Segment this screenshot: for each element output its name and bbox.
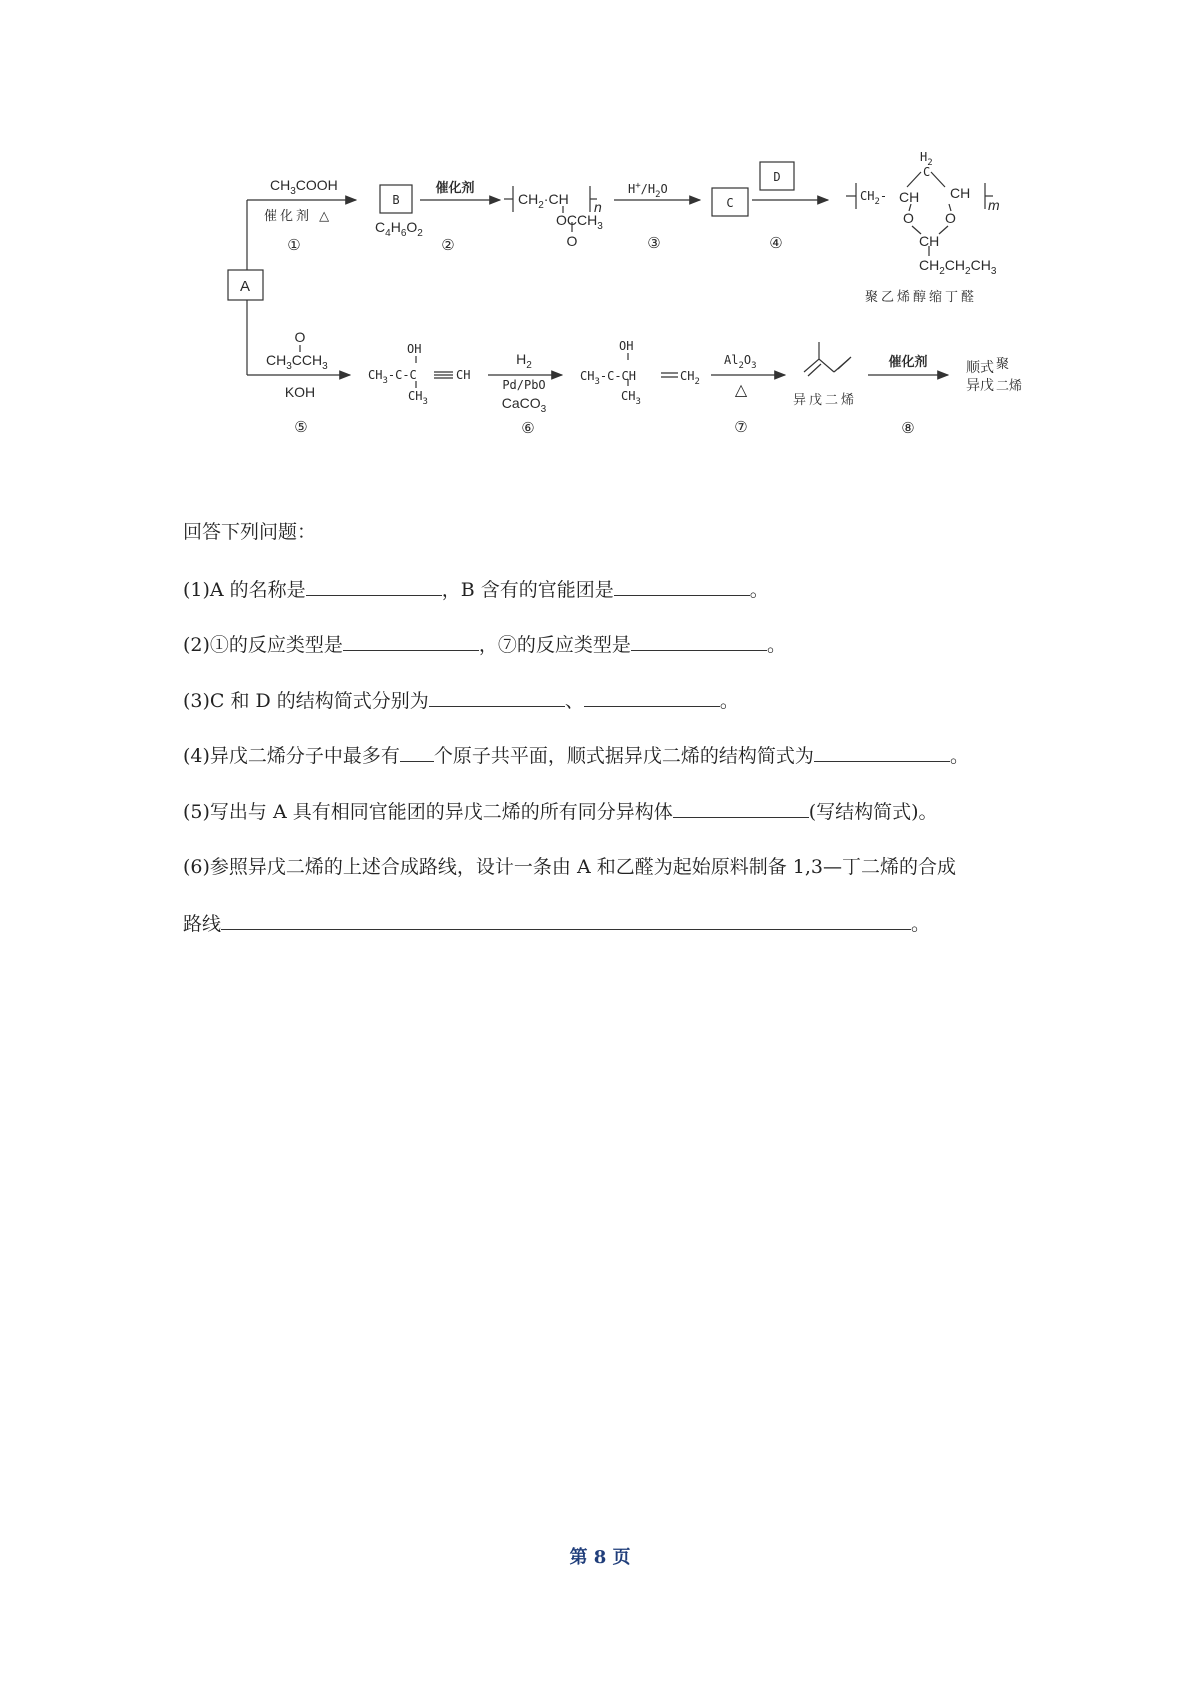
svg-text:O: O	[566, 233, 578, 249]
question-1	[183, 577, 769, 602]
step-label-3: ③	[647, 234, 661, 252]
q3-part-b: 、	[564, 690, 584, 712]
svg-text:CH3CCH3: $CH_3CCH_3$	[266, 352, 328, 372]
q4-part-a: (4)异戊二烯分子中最多有	[183, 745, 400, 767]
q3-end: 。	[719, 690, 739, 712]
q5-part-b: (写结构简式)。	[808, 801, 938, 823]
svg-text:二烯: 二烯	[996, 379, 1023, 394]
polymer-2-name: 聚乙烯醇缩丁醛	[865, 290, 978, 305]
svg-text:聚: 聚	[996, 357, 1010, 372]
svg-text:CaCO3: CaCO$_3$	[501, 395, 547, 415]
q2-end: 。	[766, 634, 786, 656]
page-number: 第 8 页	[569, 1547, 631, 1568]
reagent-6-mid: Pd/PbO	[502, 378, 546, 392]
svg-text:H2: $H_2$	[920, 150, 933, 168]
step-label-2: ②	[441, 236, 455, 254]
step-label-7: ⑦	[734, 418, 748, 436]
step-label-6: ⑥	[521, 419, 535, 437]
svg-text:CH2·CH: $CH_2\cdot CH$	[518, 191, 569, 211]
svg-text:CH: CH	[899, 189, 920, 205]
q4-part-b: 个原子共平面，顺式据异戊二烯的结构简式为	[433, 745, 814, 767]
question-2	[183, 632, 786, 657]
reagent-5-top: O	[294, 329, 306, 345]
svg-text:Al2O3: $Al_2O_3$	[724, 353, 757, 371]
reagent-8: 催化剂	[888, 355, 928, 370]
q2-answer-blank-2[interactable]	[631, 632, 767, 651]
step-label-8: ⑧	[901, 419, 915, 437]
svg-text:OH: OH	[619, 339, 634, 353]
svg-text:CH: CH	[919, 233, 940, 249]
svg-text:C: C	[923, 165, 931, 179]
reagent-2: 催化剂	[435, 181, 475, 196]
q3-part-a: (3)C 和 D 的结构简式分别为	[183, 690, 429, 712]
step-label-5: ⑤	[294, 418, 308, 436]
q6-answer-blank[interactable]	[221, 911, 911, 930]
svg-text:H+/H2O: $H^+/H_2O$	[628, 181, 668, 200]
svg-text:异戊: 异戊	[966, 378, 994, 394]
q3-answer-blank-2[interactable]	[584, 688, 720, 707]
q4-answer-blank-2[interactable]	[814, 743, 950, 762]
svg-text:OH: OH	[407, 342, 422, 356]
q2-part-b: ，⑦的反应类型是	[478, 634, 631, 656]
svg-text:CH: CH	[456, 368, 471, 382]
question-6-line-1: (6)参照异戊二烯的上述合成路线，设计一条由 A 和乙醛为起始原料制备 1,3—丁二烯的合成	[183, 856, 956, 878]
question-3	[183, 688, 739, 713]
reagent-7-bottom: △	[734, 380, 748, 399]
svg-text:n: n	[594, 199, 602, 215]
synthesis-scheme	[0, 0, 1200, 460]
q3-answer-blank-1[interactable]	[429, 688, 565, 707]
svg-text:CH3: $CH_3$	[408, 389, 428, 407]
q1-answer-blank-2[interactable]	[614, 577, 750, 596]
compound-a-label: A	[239, 278, 251, 295]
svg-text:CH3-C-C: $CH_3-C-C$	[368, 368, 417, 386]
svg-text:OCCH3: $OCCH_3$	[556, 212, 603, 232]
q1-part-b: ，B 含有的官能团是	[441, 579, 614, 601]
compound-c-label: C	[726, 196, 734, 210]
svg-text:O: O	[945, 210, 956, 226]
q1-answer-blank-1[interactable]	[306, 577, 442, 596]
q6-end: 。	[911, 913, 931, 935]
q4-answer-blank-1[interactable]	[400, 743, 434, 762]
q6-part-a: 路线	[183, 913, 222, 935]
question-6-line-2	[183, 911, 930, 936]
svg-text:CH2-: $CH_2-$	[860, 189, 888, 207]
q5-answer-blank[interactable]	[673, 799, 809, 818]
q2-part-a: (2)①的反应类型是	[183, 634, 343, 656]
svg-text:m: m	[988, 197, 1000, 213]
q4-end: 。	[949, 745, 969, 767]
reagent-1-bottom: 催化剂 △	[264, 209, 333, 224]
q5-part-a: (5)写出与 A 具有相同官能团的异戊二烯的所有同分异构体	[183, 801, 673, 823]
question-4	[183, 743, 969, 768]
svg-text:CH3COOH: $CH_3COOH$	[270, 177, 338, 197]
step-label-1: ①	[287, 236, 301, 254]
q1-part-a: (1)A 的名称是	[183, 579, 306, 601]
reagent-5-bottom: KOH	[284, 384, 316, 400]
q1-end: 。	[749, 579, 769, 601]
compound-d-label: D	[773, 170, 781, 184]
svg-text:CH3: $CH_3$	[621, 389, 641, 407]
svg-text:H2: $H_2$	[516, 351, 532, 371]
isoprene-name: 异戊二烯	[793, 393, 858, 408]
question-5	[183, 799, 938, 824]
svg-text:CH3-C-CH: $CH_3-C-CH$	[580, 369, 636, 387]
svg-text:CH2CH2CH3: $CH_2CH_2CH_3$	[919, 257, 997, 277]
q2-answer-blank-1[interactable]	[343, 632, 479, 651]
svg-text:O: O	[903, 210, 914, 226]
svg-text:CH: CH	[950, 185, 971, 201]
compound-b-label: B	[392, 193, 400, 207]
svg-text:顺式: 顺式	[966, 360, 994, 376]
svg-text:C4H6O2: $C_4H_6O_2$	[375, 219, 423, 239]
step-label-4: ④	[769, 234, 783, 252]
svg-text:CH2: $CH_2$	[680, 369, 700, 387]
questions-intro: 回答下列问题：	[183, 521, 317, 543]
